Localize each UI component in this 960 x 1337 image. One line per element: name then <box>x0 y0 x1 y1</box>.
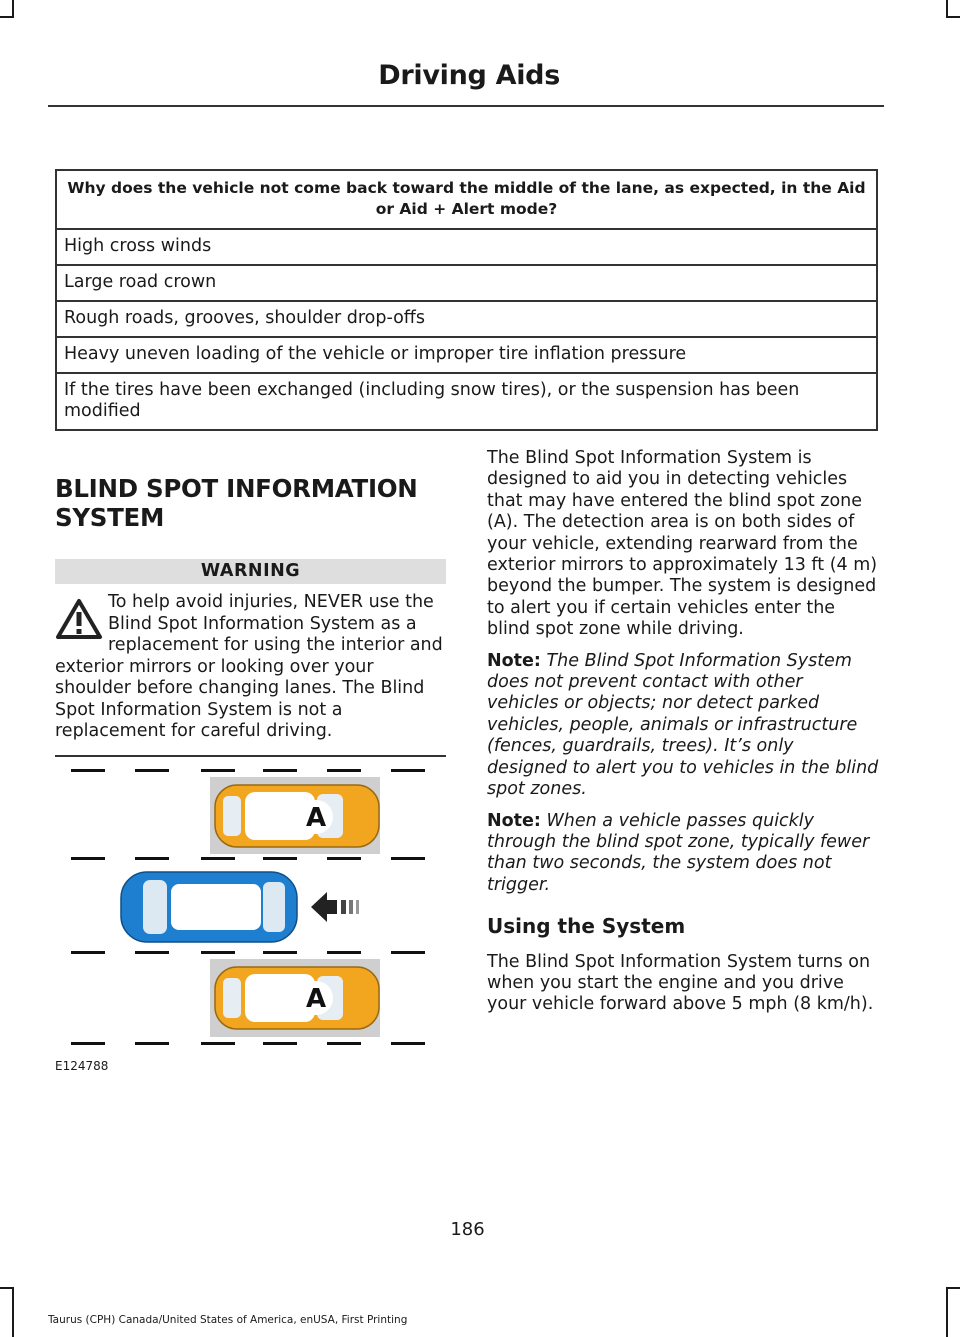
note-text: When a vehicle passes quickly through the blind spot zone, typically fewer than two seconds, the system does not trigger. <box>487 810 870 895</box>
warning-triangle-icon <box>55 598 103 640</box>
table-row: Heavy uneven loading of the vehicle or improper tire inflation pressure <box>56 337 877 373</box>
table-row: Rough roads, grooves, shoulder drop-offs <box>56 301 877 337</box>
own-vehicle <box>121 872 297 942</box>
table-row: If the tires have been exchanged (including snow tires), or the suspension has been modified <box>56 373 877 430</box>
section-title <box>55 474 446 532</box>
page-title: Driving Aids <box>378 60 560 91</box>
approach-arrow-icon <box>311 892 359 922</box>
crop-mark <box>946 0 948 16</box>
crop-mark <box>12 0 14 16</box>
lane-line-3 <box>71 951 425 954</box>
section-title-line2: SYSTEM <box>55 503 165 532</box>
section-title-line1: BLIND SPOT INFORMATION <box>55 474 418 503</box>
note-1 <box>487 651 879 801</box>
intro-paragraph: The Blind Spot Information System is designed to aid you in detecting vehicles that may have entered the blind spot zone (A). The detection area is on both sides of your vehicle, extending rearward from the exterior mirrors to approximately 13 ft (4 m) beyond the bumper. The system is designed to alert you if certain vehicles enter the blind spot zone while driving. <box>487 448 878 640</box>
using-paragraph: The Blind Spot Information System turns on when you start the engine and you drive your vehicle forward above 5 mph (8 km/h). <box>487 951 874 1015</box>
zone-car-bottom <box>215 967 379 1029</box>
page-number: 186 <box>450 1219 485 1240</box>
crop-mark <box>0 1287 14 1289</box>
table-row: Large road crown <box>56 265 877 301</box>
left-column <box>55 474 446 757</box>
crop-mark <box>946 1287 948 1337</box>
warning-box <box>55 592 446 743</box>
table-question: Why does the vehicle not come back toward the middle of the lane, as expected, in the Aid or Aid + Alert mode? <box>56 170 877 229</box>
lane-line-2 <box>71 857 425 860</box>
note-text: The Blind Spot Information System does not prevent contact with other vehicles or objects; nor detect parked vehicles, people, animals or infrastructure (fences, guardrails, trees). It’s only designed to alert you to vehicles in the blind spot zones. <box>487 650 879 800</box>
note-label: Note: <box>487 650 541 671</box>
crop-mark <box>0 16 14 18</box>
warning-label: WARNING <box>55 559 446 584</box>
lane-line-4 <box>71 1042 425 1045</box>
subsection-title: Using the System <box>487 914 686 939</box>
crop-mark <box>12 1287 14 1337</box>
warning-text: To help avoid injuries, NEVER use the Blind Spot Information System as a replacement for using the interior and exterior mirrors or looking over your shoulder before changing lanes. The Blind Spot Information System is not a replacement for careful driving. <box>55 592 443 741</box>
zone-label-top: A <box>305 803 327 833</box>
lane-line-1 <box>71 769 425 772</box>
zone-car-top <box>215 785 379 847</box>
note-label: Note: <box>487 810 541 831</box>
right-column <box>487 448 879 1026</box>
crop-mark <box>946 1287 960 1289</box>
blind-spot-diagram <box>55 760 446 1075</box>
crop-mark <box>946 16 960 18</box>
header-rule <box>48 105 884 107</box>
table-row: High cross winds <box>56 229 877 265</box>
zone-label-bottom: A <box>305 984 327 1014</box>
figure-id: E124788 <box>55 1059 109 1073</box>
publication-info: Taurus (CPH) Canada/United States of America, enUSA, First Printing <box>48 1314 408 1326</box>
troubleshooting-table <box>55 169 878 431</box>
warning-rule <box>55 755 446 757</box>
note-2 <box>487 811 879 897</box>
